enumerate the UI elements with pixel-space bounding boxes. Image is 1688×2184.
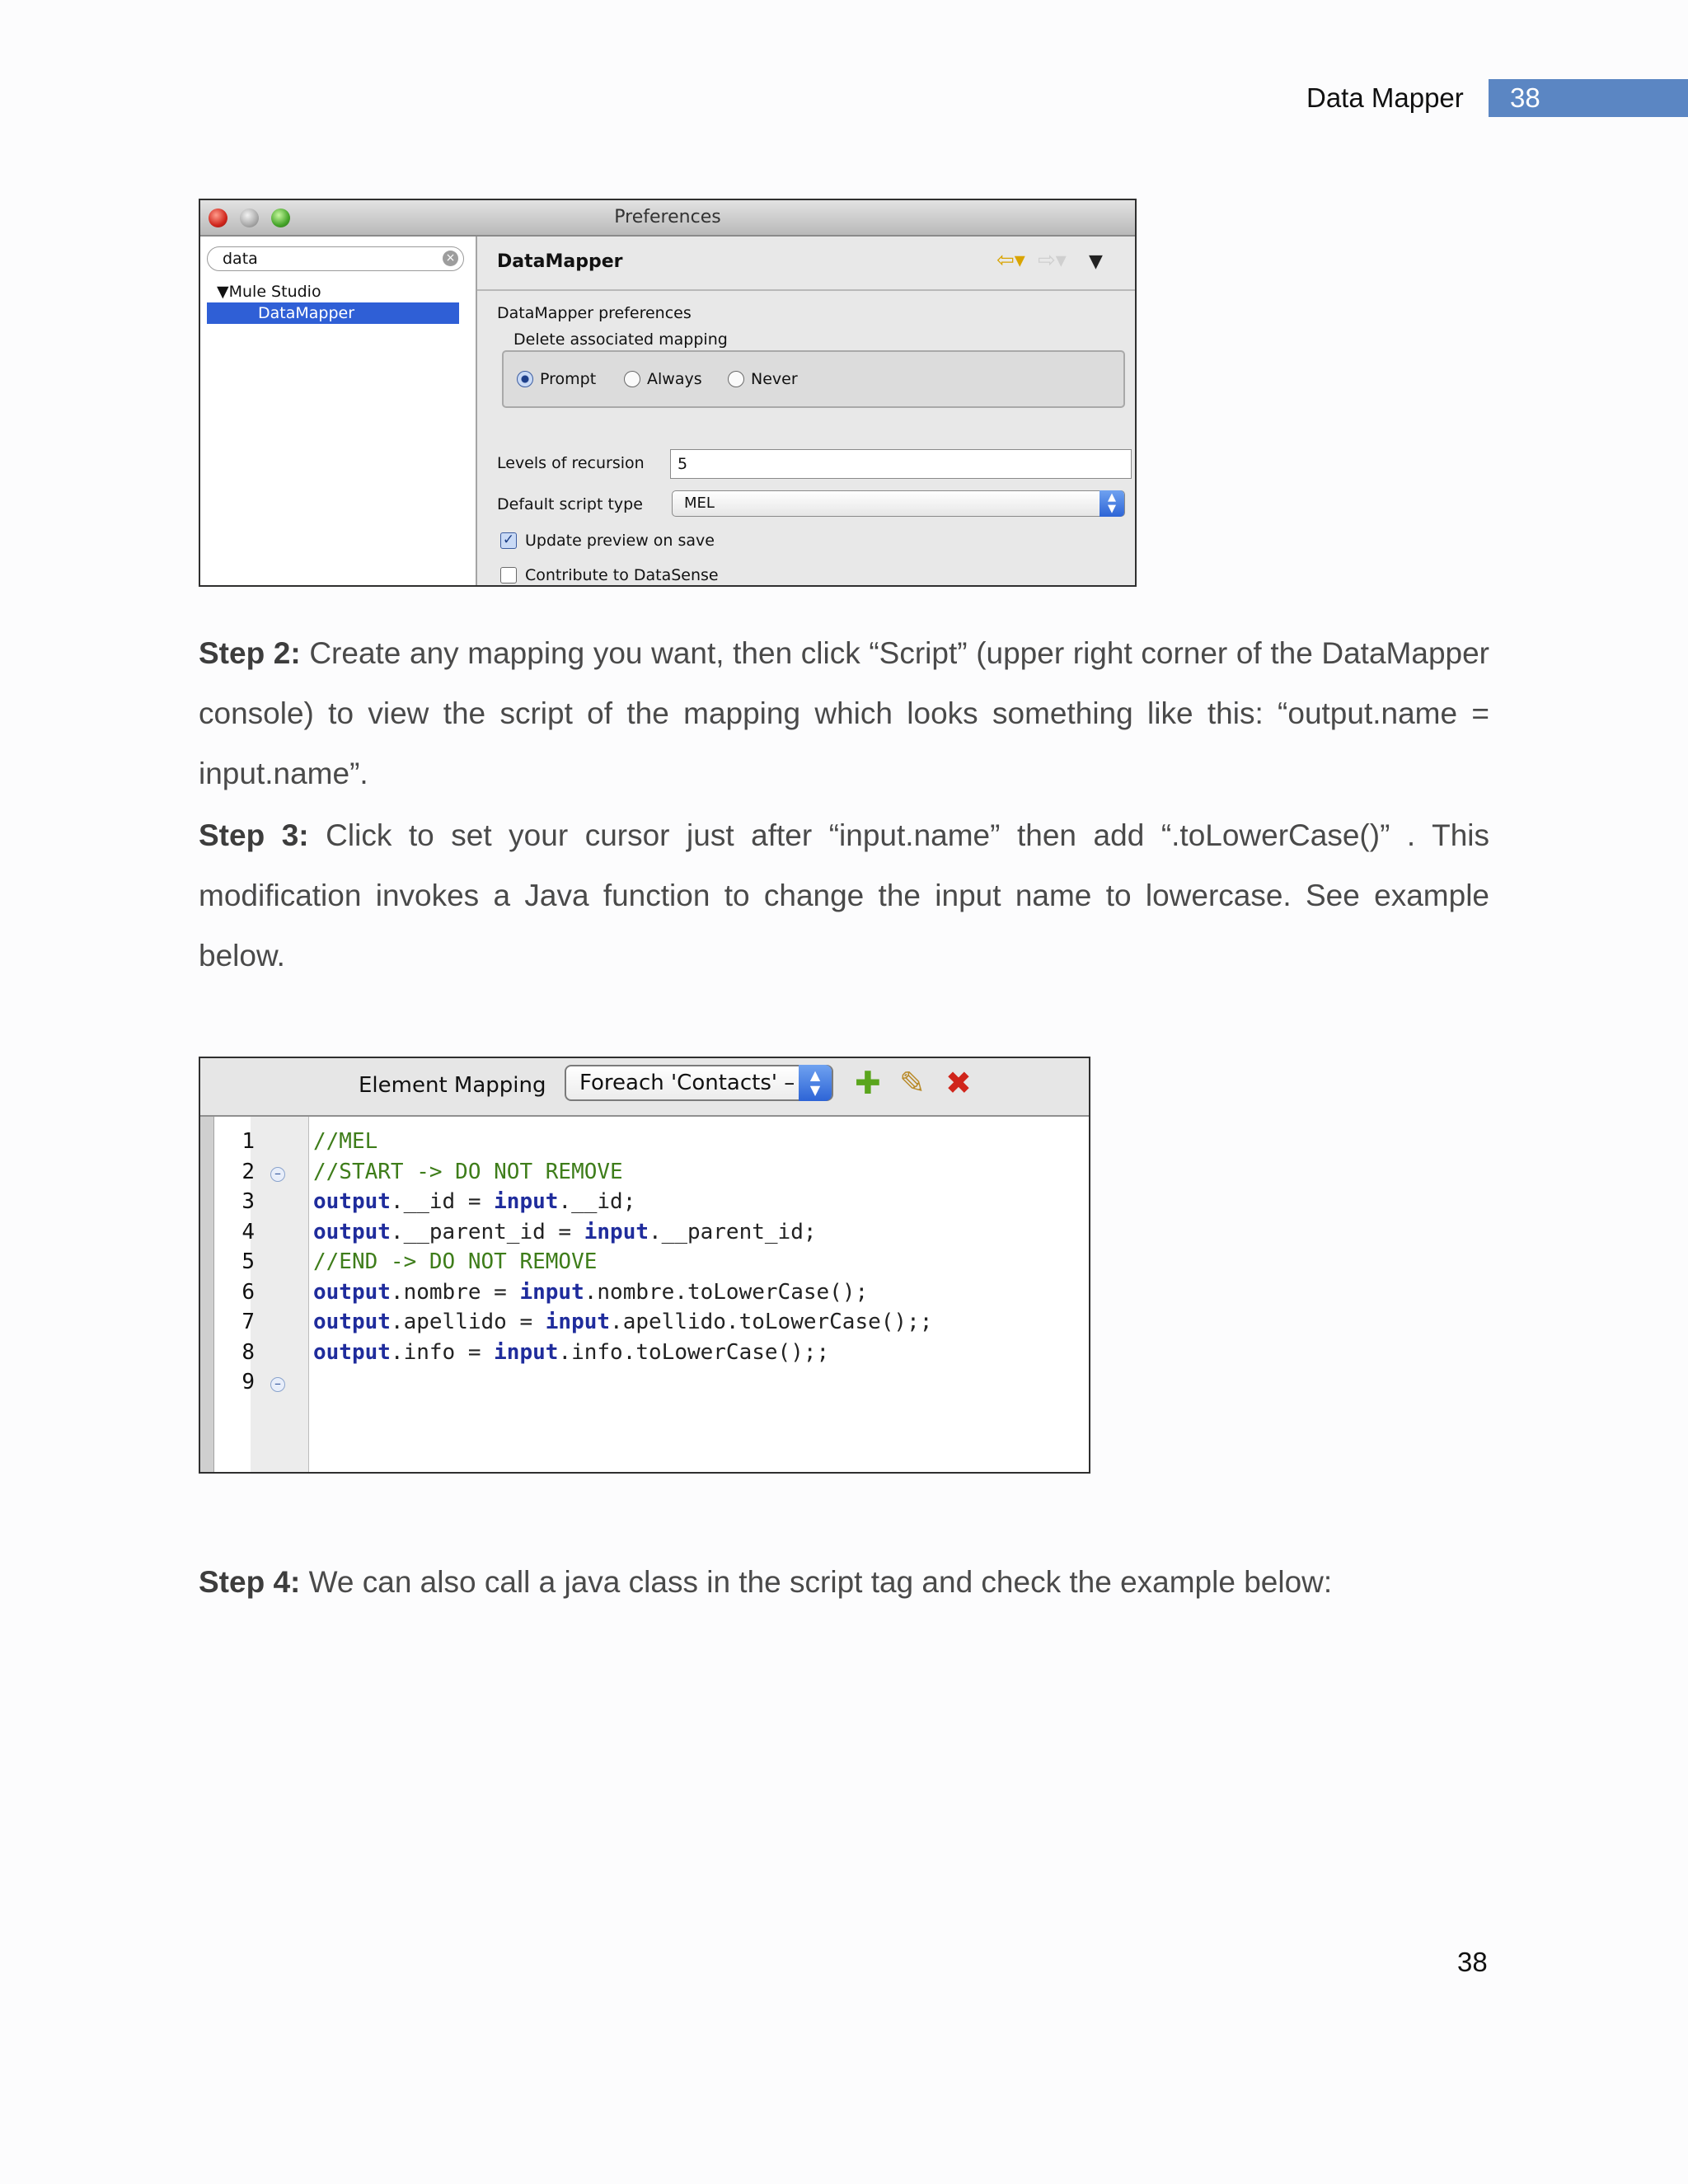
search-value: data [223, 250, 258, 268]
step-2-label: Step 2: [199, 636, 301, 670]
code-line: output.apellido = input.apellido.toLowerCase();; [313, 1310, 933, 1334]
levels-of-recursion-input[interactable]: 5 [670, 449, 1132, 479]
mapping-select[interactable] [565, 1065, 833, 1101]
checkbox-label: Update preview on save [525, 532, 715, 550]
code-line: //START -> DO NOT REMOVE [313, 1159, 623, 1184]
select-arrows-icon: ▲ ▼ [1100, 490, 1124, 517]
levels-of-recursion-label: Levels of recursion [497, 454, 645, 472]
editor-toolbar [200, 1058, 1089, 1117]
running-header [1306, 79, 1540, 117]
clear-search-icon[interactable]: × [443, 251, 458, 266]
step-4-paragraph [199, 1552, 1489, 1612]
checkbox-label: Contribute to DataSense [525, 566, 719, 584]
window-titlebar [200, 200, 1135, 237]
step-4-text: We can also call a java class in the script tag and check the example below: [300, 1565, 1333, 1599]
footer-page-number: 38 [1457, 1947, 1488, 1977]
delete-icon[interactable]: ✖ [945, 1065, 972, 1101]
editor-title: Element Mapping [359, 1073, 546, 1098]
line-number: 5 [241, 1249, 255, 1274]
page-header [477, 237, 1135, 291]
fold-collapse-icon[interactable]: – [270, 1377, 285, 1392]
step-3-paragraph [199, 805, 1489, 986]
editor-left-ruler [200, 1117, 214, 1472]
element-mapping-screenshot [199, 1057, 1090, 1474]
page-title: DataMapper [497, 251, 623, 272]
radio-selected-icon [517, 371, 533, 387]
header-page-number: 38 [1489, 79, 1688, 117]
tree-item-mule-studio[interactable]: ▼Mule Studio [217, 283, 321, 301]
default-script-type-label: Default script type [497, 495, 643, 513]
preferences-tree-pane [200, 237, 477, 585]
line-number: 7 [241, 1310, 255, 1334]
tree-item-datamapper[interactable]: DataMapper [207, 302, 459, 324]
radio-unselected-icon [728, 371, 744, 387]
select-arrows-icon: ▲ ▼ [799, 1065, 832, 1101]
select-value: MEL [684, 494, 715, 512]
radio-label: Never [751, 370, 798, 388]
preferences-page [477, 237, 1135, 585]
line-number: 1 [241, 1129, 255, 1154]
line-number: 9 [241, 1370, 255, 1394]
line-number: 4 [241, 1219, 255, 1244]
radio-label: Always [647, 370, 702, 388]
view-menu-icon[interactable]: ▼ [1089, 251, 1103, 272]
code-line: output.nombre = input.nombre.toLowerCase(); [313, 1279, 869, 1305]
step-3-text: Click to set your cursor just after “input.name” then add “.toLowerCase()” . This modification invokes a Java function to change the input name to lowercase. See example below. [199, 818, 1489, 972]
checkbox-unchecked-icon [500, 567, 517, 583]
select-value: Foreach 'Contacts' – [579, 1071, 795, 1095]
header-section-title: Data Mapper [1306, 82, 1464, 113]
code-line: output.__id = input.__id; [313, 1189, 636, 1214]
radio-label: Prompt [540, 370, 597, 388]
step-2-paragraph [199, 623, 1489, 804]
fold-collapse-icon[interactable]: – [270, 1167, 285, 1182]
code-line: //END -> DO NOT REMOVE [313, 1249, 598, 1274]
back-arrow-icon[interactable]: ⇦▾ [996, 248, 1025, 273]
forward-arrow-icon[interactable]: ⇨▾ [1038, 248, 1067, 273]
window-title: Preferences [614, 207, 721, 227]
radio-prompt[interactable] [517, 370, 596, 388]
line-number: 2 [241, 1159, 255, 1184]
add-icon[interactable]: ✚ [855, 1065, 881, 1101]
step-4-label: Step 4: [199, 1565, 301, 1599]
preferences-window-screenshot [199, 199, 1137, 587]
step-2-text: Create any mapping you want, then click “Script” (upper right corner of the DataMapper console) to view the script of the mapping which looks something like this: “output.name = input.name”. [199, 636, 1489, 790]
code-line: output.info = input.info.toLowerCase();; [313, 1339, 830, 1365]
filter-search-input[interactable] [207, 246, 464, 271]
pencil-icon[interactable]: ✎ [899, 1065, 926, 1101]
line-number: 6 [241, 1279, 255, 1305]
code-line: output.__parent_id = input.__parent_id; [313, 1219, 817, 1244]
delete-mapping-label: Delete associated mapping [513, 330, 728, 349]
line-number: 3 [241, 1189, 255, 1214]
checkbox-checked-icon: ✓ [500, 532, 517, 549]
contribute-datasense-checkbox[interactable] [500, 566, 719, 584]
step-3-label: Step 3: [199, 818, 309, 852]
default-script-type-select[interactable] [672, 490, 1125, 517]
code-line: //MEL [313, 1129, 378, 1154]
delete-mapping-group [502, 350, 1125, 408]
radio-always[interactable] [624, 370, 702, 388]
group-title: DataMapper preferences [497, 304, 692, 322]
update-preview-checkbox[interactable] [500, 532, 715, 550]
radio-unselected-icon [624, 371, 640, 387]
radio-never[interactable] [728, 370, 798, 388]
line-number: 8 [241, 1339, 255, 1365]
